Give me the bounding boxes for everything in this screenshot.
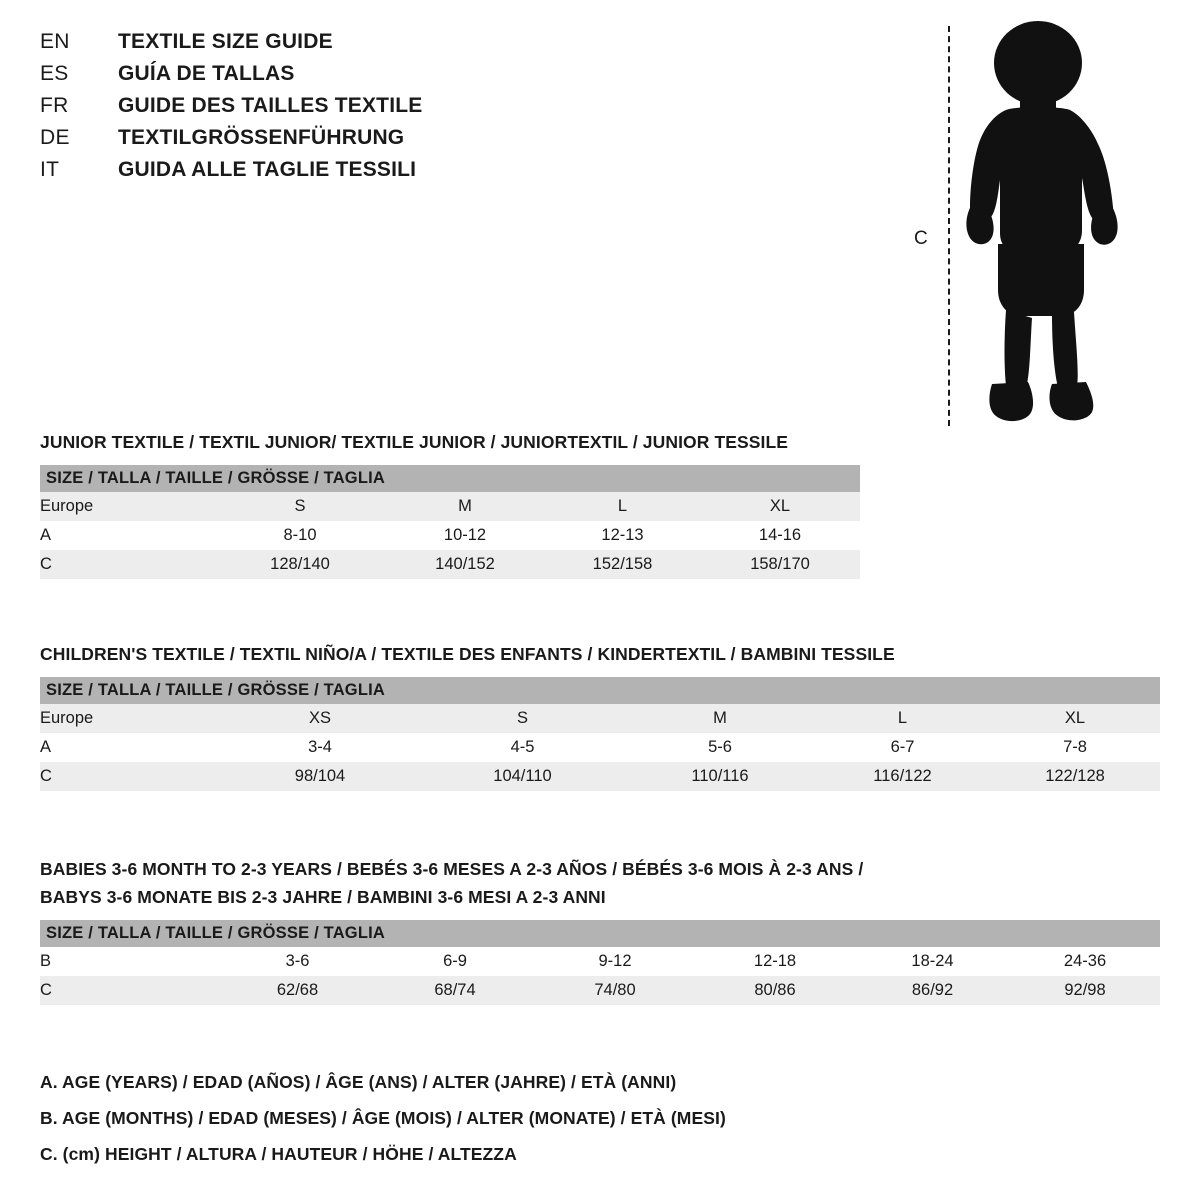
- babies-row-c-label: C: [40, 976, 220, 1005]
- babies-row-b-v3: 12-18: [695, 947, 855, 976]
- title-row-de: [40, 126, 740, 158]
- table-row: [40, 733, 1160, 762]
- title-text-en: TEXTILE SIZE GUIDE: [118, 30, 333, 53]
- legend-line-c: C. (cm) HEIGHT / ALTURA / HAUTEUR / HÖHE / ALTEZZA: [40, 1144, 517, 1164]
- babies-row-b-v1: 6-9: [375, 947, 535, 976]
- babies-row-b-v2: 9-12: [535, 947, 695, 976]
- legend-line-a: A. AGE (YEARS) / EDAD (AÑOS) / ÂGE (ANS) / ALTER (JAHRE) / ETÀ (ANNI): [40, 1072, 677, 1092]
- section-children-textile: [40, 640, 1160, 791]
- junior-row-c-label: C: [40, 550, 215, 579]
- children-row-a-v4: 7-8: [990, 733, 1160, 762]
- children-row-a-v3: 6-7: [815, 733, 990, 762]
- title-row-fr: [40, 94, 740, 126]
- lang-code-it: IT: [40, 158, 60, 181]
- children-row-a-v1: 4-5: [420, 733, 625, 762]
- children-row-a-v0: 3-4: [220, 733, 420, 762]
- babies-row-b-v4: 18-24: [855, 947, 1010, 976]
- children-row-c-label: C: [40, 762, 220, 791]
- junior-row-c-v3: 158/170: [700, 550, 860, 579]
- babies-band-label: SIZE / TALLA / TAILLE / GRÖSSE / TAGLIA: [40, 920, 1160, 947]
- table-row: [40, 762, 1160, 791]
- section-children-title: CHILDREN'S TEXTILE / TEXTIL NIÑO/A / TEXTILE DES ENFANTS / KINDERTEXTIL / BAMBINI TESSILE: [40, 644, 895, 664]
- babies-row-c-v3: 80/86: [695, 976, 855, 1005]
- babies-size-table: [40, 920, 1160, 1005]
- title-text-es: GUÍA DE TALLAS: [118, 62, 295, 85]
- title-text-it: GUIDA ALLE TAGLIE TESSILI: [118, 158, 417, 181]
- children-row-c-v0: 98/104: [220, 762, 420, 791]
- babies-row-c-v4: 86/92: [855, 976, 1010, 1005]
- table-row: [40, 976, 1160, 1005]
- title-row-it: [40, 158, 740, 190]
- children-size-s: S: [420, 704, 625, 733]
- lang-code-de: DE: [40, 126, 70, 149]
- babies-row-c-v1: 68/74: [375, 976, 535, 1005]
- children-size-xl: XL: [990, 704, 1160, 733]
- lang-code-es: ES: [40, 62, 69, 85]
- junior-band-label: SIZE / TALLA / TAILLE / GRÖSSE / TAGLIA: [40, 465, 860, 492]
- child-figure-diagram: [900, 10, 1160, 430]
- children-band-label: SIZE / TALLA / TAILLE / GRÖSSE / TAGLIA: [40, 677, 1160, 704]
- babies-row-b-label: B: [40, 947, 220, 976]
- babies-row-b-v5: 24-36: [1010, 947, 1160, 976]
- babies-row-c-v5: 92/98: [1010, 976, 1160, 1005]
- lang-code-en: EN: [40, 30, 70, 53]
- junior-size-l: L: [545, 492, 700, 521]
- table-row: [40, 920, 1160, 947]
- junior-row-a-v3: 14-16: [700, 521, 860, 550]
- section-junior-title: JUNIOR TEXTILE / TEXTIL JUNIOR/ TEXTILE JUNIOR / JUNIORTEXTIL / JUNIOR TESSILE: [40, 432, 789, 452]
- table-row: [40, 521, 860, 550]
- table-row: [40, 492, 860, 521]
- table-row: [40, 550, 860, 579]
- height-measure-label: C: [914, 228, 928, 249]
- title-text-de: TEXTILGRÖSSENFÜHRUNG: [118, 126, 405, 149]
- junior-row-a-v0: 8-10: [215, 521, 385, 550]
- children-row-c-v2: 110/116: [625, 762, 815, 791]
- toddler-silhouette-icon: [948, 18, 1138, 433]
- section-babies-title-line2: BABYS 3-6 MONATE BIS 2-3 JAHRE / BAMBINI 3-6 MESI A 2-3 ANNI: [40, 887, 606, 907]
- junior-row-c-v1: 140/152: [385, 550, 545, 579]
- junior-region-label: Europe: [40, 492, 215, 521]
- junior-row-c-v0: 128/140: [215, 550, 385, 579]
- children-row-a-label: A: [40, 733, 220, 762]
- title-row-en: [40, 30, 740, 62]
- junior-row-a-v2: 12-13: [545, 521, 700, 550]
- children-row-c-v4: 122/128: [990, 762, 1160, 791]
- junior-size-s: S: [215, 492, 385, 521]
- children-region-label: Europe: [40, 704, 220, 733]
- babies-row-b-v0: 3-6: [220, 947, 375, 976]
- babies-row-c-v2: 74/80: [535, 976, 695, 1005]
- babies-row-c-v0: 62/68: [220, 976, 375, 1005]
- section-babies-title-line1: BABIES 3-6 MONTH TO 2-3 YEARS / BEBÉS 3-6 MESES A 2-3 AÑOS / BÉBÉS 3-6 MOIS À 2-3 ANS /: [40, 859, 864, 879]
- legend-block: [40, 1068, 726, 1168]
- title-text-fr: GUIDE DES TAILLES TEXTILE: [118, 94, 423, 117]
- section-junior-textile: [40, 428, 860, 579]
- children-size-m: M: [625, 704, 815, 733]
- children-row-a-v2: 5-6: [625, 733, 815, 762]
- language-title-block: [40, 30, 740, 190]
- table-row: [40, 677, 1160, 704]
- table-row: [40, 704, 1160, 733]
- children-size-table: [40, 677, 1160, 791]
- junior-size-table: [40, 465, 860, 579]
- children-row-c-v1: 104/110: [420, 762, 625, 791]
- table-row: [40, 947, 1160, 976]
- junior-row-c-v2: 152/158: [545, 550, 700, 579]
- junior-row-a-label: A: [40, 521, 215, 550]
- junior-row-a-v1: 10-12: [385, 521, 545, 550]
- section-babies-textile: [40, 855, 1160, 1005]
- children-size-l: L: [815, 704, 990, 733]
- legend-line-b: B. AGE (MONTHS) / EDAD (MESES) / ÂGE (MOIS) / ALTER (MONATE) / ETÀ (MESI): [40, 1108, 726, 1128]
- children-size-xs: XS: [220, 704, 420, 733]
- junior-size-xl: XL: [700, 492, 860, 521]
- title-row-es: [40, 62, 740, 94]
- table-row: [40, 465, 860, 492]
- lang-code-fr: FR: [40, 94, 69, 117]
- junior-size-m: M: [385, 492, 545, 521]
- children-row-c-v3: 116/122: [815, 762, 990, 791]
